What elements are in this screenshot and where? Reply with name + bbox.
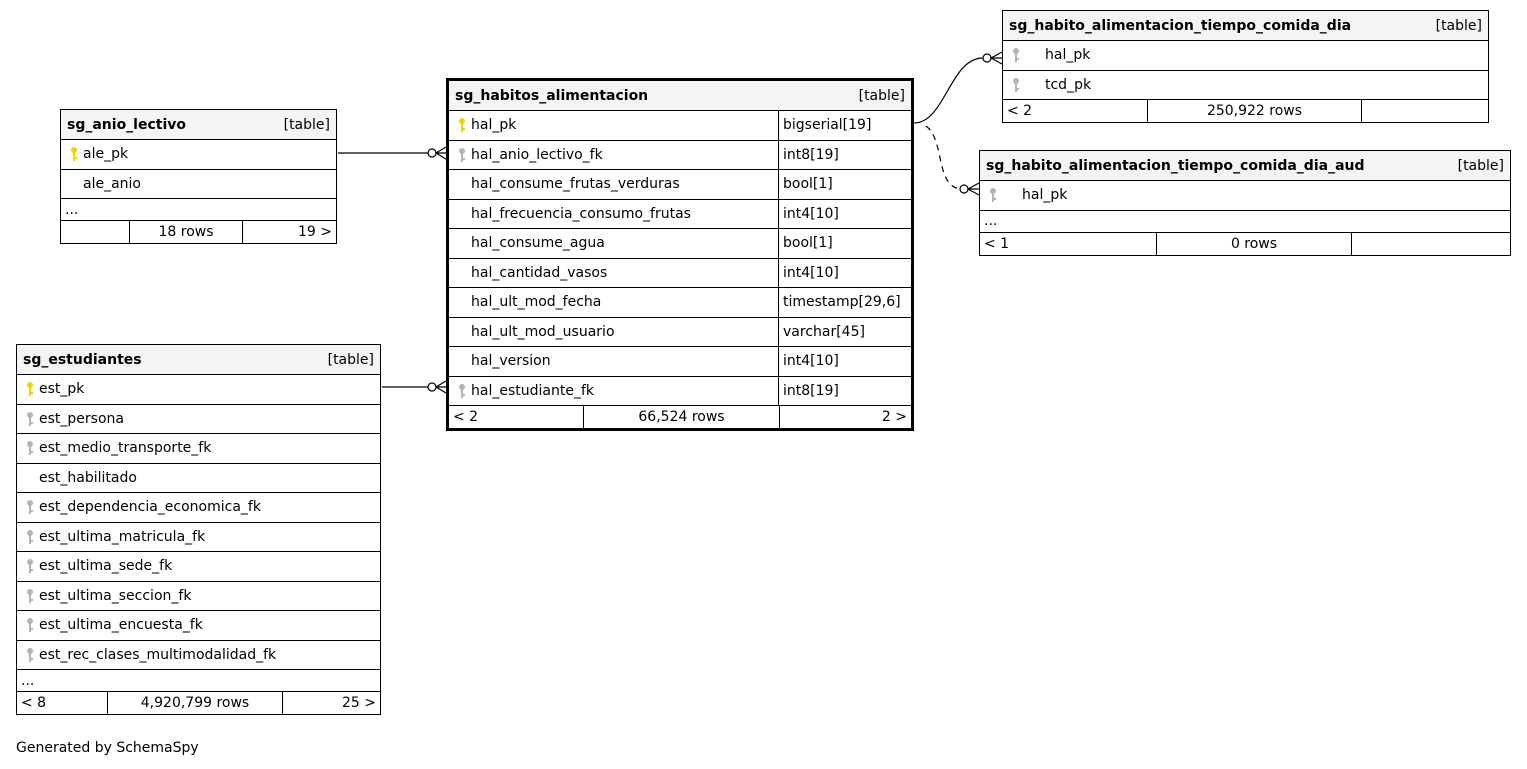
column-name: est_ultima_encuesta_fk (39, 617, 203, 634)
column-type: timestamp[29,6] (778, 288, 911, 317)
column-row[interactable] (17, 640, 380, 670)
primary-key-icon (453, 117, 471, 133)
column-list (17, 374, 380, 669)
parent-count[interactable]: < 8 (21, 695, 47, 711)
column-cell (17, 464, 380, 493)
column-cell (449, 200, 778, 229)
foreign-key-icon (21, 617, 39, 633)
column-cell (449, 288, 778, 317)
column-name: hal_frecuencia_consumo_frutas (471, 205, 691, 222)
column-row[interactable] (449, 376, 911, 406)
table-sg-habito-alimentacion-tiempo-comida-dia-aud[interactable] (979, 150, 1511, 256)
column-list (980, 180, 1510, 210)
column-name: ale_pk (83, 146, 129, 163)
column-row[interactable] (449, 110, 911, 140)
link-estudiantes (382, 381, 446, 393)
column-cell (17, 552, 380, 581)
column-cell (449, 318, 778, 347)
column-name: hal_consume_frutas_verduras (471, 176, 680, 193)
column-list (61, 139, 336, 198)
row-count: 250,922 rows (1147, 100, 1362, 122)
foreign-key-icon (21, 440, 39, 456)
column-cell (17, 493, 380, 522)
column-cell (449, 141, 778, 170)
foreign-key-icon (21, 529, 39, 545)
table-sg-habitos-alimentacion[interactable] (446, 78, 914, 431)
foreign-key-icon (453, 383, 471, 399)
foreign-key-icon (21, 647, 39, 663)
column-name: est_medio_transporte_fk (39, 440, 212, 457)
column-name: tcd_pk (1045, 76, 1092, 93)
table-type-label: [table] (327, 351, 374, 368)
row-count: 66,524 rows (583, 406, 780, 428)
table-footer (1003, 99, 1488, 122)
column-row[interactable] (449, 169, 911, 199)
child-count[interactable] (1352, 233, 1510, 255)
table-type-label: [table] (283, 116, 330, 133)
column-name: hal_pk (1045, 47, 1091, 64)
foreign-key-icon (453, 147, 471, 163)
column-type: int4[10] (778, 259, 911, 288)
column-cell (449, 377, 778, 406)
child-count[interactable]: 19 > (298, 224, 332, 240)
table-footer (449, 405, 911, 428)
table-sg-habito-alimentacion-tiempo-comida-dia[interactable] (1002, 10, 1489, 123)
column-row[interactable] (17, 433, 380, 463)
column-row[interactable] (449, 228, 911, 258)
column-row[interactable] (17, 404, 380, 434)
column-type: bool[1] (778, 229, 911, 258)
column-row[interactable] (980, 180, 1510, 210)
column-row[interactable] (449, 258, 911, 288)
foreign-key-icon (21, 499, 39, 515)
column-name: est_rec_clases_multimodalidad_fk (39, 646, 277, 663)
column-cell (1003, 41, 1488, 70)
link-anio-lectivo (338, 147, 446, 159)
table-name[interactable]: sg_habito_alimentacion_tiempo_comida_dia_aud (986, 157, 1365, 174)
column-row[interactable] (17, 522, 380, 552)
table-sg-anio-lectivo[interactable] (60, 109, 337, 244)
row-count: 18 rows (129, 221, 243, 243)
column-name: est_habilitado (39, 469, 137, 486)
column-row[interactable] (61, 139, 336, 169)
primary-key-icon (65, 146, 83, 162)
column-row[interactable] (449, 287, 911, 317)
foreign-key-icon (984, 187, 1002, 203)
column-name: hal_pk (1022, 187, 1068, 204)
column-name: est_ultima_sede_fk (39, 558, 173, 575)
column-name: hal_ult_mod_fecha (471, 294, 602, 311)
column-type: int8[19] (778, 141, 911, 170)
column-name: est_dependencia_economica_fk (39, 499, 261, 516)
column-name: ale_anio (83, 175, 141, 192)
foreign-key-icon (1007, 47, 1025, 63)
column-cell (449, 170, 778, 199)
column-cell (17, 611, 380, 640)
column-cell (17, 641, 380, 670)
parent-count[interactable]: < 2 (1007, 103, 1033, 119)
foreign-key-icon (21, 411, 39, 427)
column-cell (449, 259, 778, 288)
column-row[interactable] (449, 140, 911, 170)
primary-key-icon (21, 381, 39, 397)
column-type: bigserial[19] (778, 111, 911, 140)
column-type: int8[19] (778, 377, 911, 406)
column-cell (449, 347, 778, 376)
table-header[interactable] (980, 151, 1510, 180)
more-columns-ellipsis: ... (980, 210, 1510, 232)
column-row[interactable] (17, 492, 380, 522)
column-cell (17, 523, 380, 552)
column-cell (980, 181, 1510, 210)
parent-count[interactable]: < 2 (453, 409, 479, 425)
column-cell (449, 111, 778, 140)
column-cell (17, 582, 380, 611)
parent-count[interactable] (61, 221, 129, 243)
row-count: 0 rows (1156, 233, 1352, 255)
column-cell (17, 375, 380, 404)
more-columns-ellipsis: ... (17, 669, 380, 691)
column-name: est_persona (39, 410, 124, 427)
row-count: 4,920,799 rows (107, 692, 283, 714)
column-type: int4[10] (778, 200, 911, 229)
table-header[interactable] (1003, 11, 1488, 40)
column-cell (17, 405, 380, 434)
column-row[interactable] (449, 199, 911, 229)
column-row[interactable] (1003, 70, 1488, 100)
table-name[interactable]: sg_estudiantes (23, 351, 142, 368)
table-name[interactable]: sg_anio_lectivo (67, 116, 187, 133)
column-name: est_ultima_matricula_fk (39, 528, 206, 545)
table-type-label: [table] (858, 87, 905, 104)
column-type: int4[10] (778, 347, 911, 376)
column-cell (1003, 71, 1488, 100)
generated-by-label: Generated by SchemaSpy (16, 740, 199, 756)
table-name[interactable]: sg_habitos_alimentacion (455, 87, 649, 104)
column-name: hal_version (471, 353, 551, 370)
table-sg-estudiantes[interactable] (16, 344, 381, 715)
column-row[interactable] (17, 610, 380, 640)
column-cell (449, 229, 778, 258)
column-list (1003, 40, 1488, 99)
column-row[interactable] (449, 346, 911, 376)
column-name: hal_cantidad_vasos (471, 264, 608, 281)
column-row[interactable] (17, 581, 380, 611)
column-name: hal_pk (471, 117, 517, 134)
column-row[interactable] (17, 374, 380, 404)
column-type: varchar[45] (778, 318, 911, 347)
column-row[interactable] (61, 169, 336, 199)
table-name[interactable]: sg_habito_alimentacion_tiempo_comida_dia (1009, 17, 1352, 34)
child-count[interactable]: 25 > (342, 695, 376, 711)
link-tiempo-comida-dia (914, 52, 1002, 123)
column-name: hal_consume_agua (471, 235, 605, 252)
foreign-key-icon (21, 558, 39, 574)
table-header[interactable] (61, 110, 336, 139)
table-type-label: [table] (1435, 17, 1482, 34)
table-type-label: [table] (1457, 157, 1504, 174)
column-name: est_pk (39, 381, 85, 398)
column-name: hal_estudiante_fk (471, 382, 594, 399)
table-footer (17, 691, 380, 714)
column-name: hal_anio_lectivo_fk (471, 146, 603, 163)
column-row[interactable] (449, 317, 911, 347)
column-cell (61, 170, 336, 199)
child-count[interactable]: 2 > (881, 409, 907, 425)
column-name: est_ultima_seccion_fk (39, 587, 192, 604)
column-row[interactable] (17, 551, 380, 581)
foreign-key-icon (1007, 77, 1025, 93)
column-row[interactable] (17, 463, 380, 493)
more-columns-ellipsis: ... (61, 198, 336, 220)
parent-count[interactable]: < 1 (984, 235, 1010, 252)
link-tiempo-comida-dia-aud (926, 126, 979, 195)
table-footer (980, 232, 1510, 255)
column-name: hal_ult_mod_usuario (471, 323, 615, 340)
table-header[interactable] (449, 81, 911, 110)
table-footer (61, 220, 336, 243)
child-count[interactable] (1362, 100, 1488, 122)
table-header[interactable] (17, 345, 380, 374)
column-type: bool[1] (778, 170, 911, 199)
column-list (449, 110, 911, 405)
column-cell (61, 140, 336, 169)
foreign-key-icon (21, 588, 39, 604)
column-cell (17, 434, 380, 463)
column-row[interactable] (1003, 40, 1488, 70)
